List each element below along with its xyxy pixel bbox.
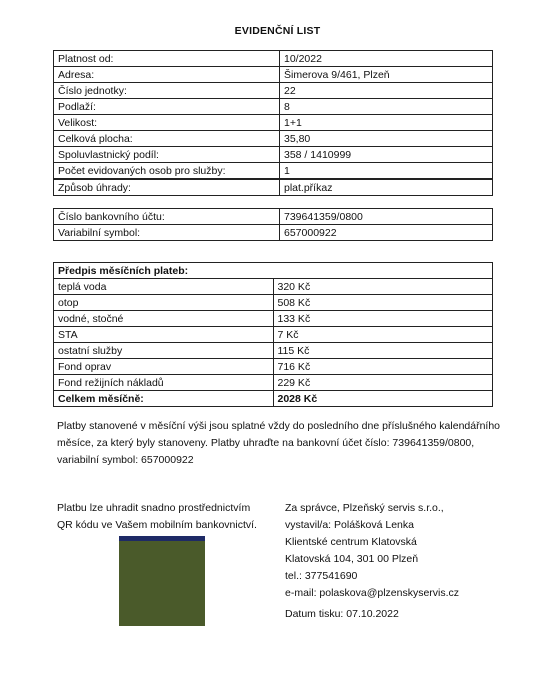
- total-label: Celkem měsíčně:: [54, 391, 274, 407]
- payment-method-table: [53, 179, 493, 196]
- row-label: Spoluvlastnický podíl:: [54, 147, 280, 163]
- total-row: [54, 391, 493, 407]
- table-row: [54, 163, 493, 179]
- table-row: [54, 83, 493, 99]
- monthly-payments-header: Předpis měsíčních plateb:: [54, 263, 493, 279]
- row-label: Velikost:: [54, 115, 280, 131]
- document-title: EVIDENČNÍ LIST: [234, 25, 321, 37]
- qr-text-line: Platbu lze uhradit snadno prostřednictvím: [57, 502, 251, 514]
- table-row: [54, 225, 493, 241]
- note-line: Platby stanovené v měsíční výši jsou splatné vždy do posledního dne příslušného kalendářního: [57, 420, 501, 432]
- table-row: [54, 327, 493, 343]
- row-label: Číslo bankovního účtu:: [54, 209, 280, 225]
- table-row: [54, 311, 493, 327]
- table-row: [54, 147, 493, 163]
- table-row: [54, 67, 493, 83]
- row-label: ostatní služby: [54, 343, 274, 359]
- row-value: 1+1: [280, 115, 493, 131]
- row-label: teplá voda: [54, 279, 274, 295]
- row-value: 35,80: [280, 131, 493, 147]
- row-label: Fond režijních nákladů: [54, 375, 274, 391]
- row-value: 8: [280, 99, 493, 115]
- row-value: 358 / 1410999: [280, 147, 493, 163]
- row-label: Adresa:: [54, 67, 280, 83]
- row-value: 133 Kč: [273, 311, 493, 327]
- table-row: [54, 180, 493, 196]
- contact-line: e-mail: polaskova@plzenskyservis.cz: [285, 587, 460, 599]
- table-row: [54, 375, 493, 391]
- row-value: 657000922: [280, 225, 493, 241]
- monthly-payments-table: [53, 262, 493, 407]
- qr-text-line: QR kódu ve Vašem mobilním bankovnictví.: [57, 519, 257, 531]
- row-label: otop: [54, 295, 274, 311]
- table-row: [54, 99, 493, 115]
- unit-info-table: [53, 50, 493, 179]
- payment-method-value: plat.příkaz: [280, 180, 493, 196]
- table-row: [54, 295, 493, 311]
- note-line: variabilní symbol: 657000922: [57, 454, 194, 466]
- payment-method-label: Způsob úhrady:: [54, 180, 280, 196]
- row-value: 508 Kč: [273, 295, 493, 311]
- table-row: [54, 51, 493, 67]
- row-value: 22: [280, 83, 493, 99]
- row-label: Podlaží:: [54, 99, 280, 115]
- row-label: Platnost od:: [54, 51, 280, 67]
- print-date: Datum tisku: 07.10.2022: [285, 608, 399, 620]
- contact-line: Klientské centrum Klatovská: [285, 536, 417, 548]
- table-row: [54, 359, 493, 375]
- contact-line: Klatovská 104, 301 00 Plzeň: [285, 553, 419, 565]
- total-value: 2028 Kč: [273, 391, 493, 407]
- row-label: Počet evidovaných osob pro služby:: [54, 163, 280, 179]
- row-value: 7 Kč: [273, 327, 493, 343]
- row-label: Variabilní symbol:: [54, 225, 280, 241]
- row-label: Celková plocha:: [54, 131, 280, 147]
- row-value: 115 Kč: [273, 343, 493, 359]
- contact-line: vystavil/a: Polášková Lenka: [285, 519, 414, 531]
- table-header-row: [54, 263, 493, 279]
- contact-line: Za správce, Plzeňský servis s.r.o.,: [285, 502, 444, 514]
- table-row: [54, 209, 493, 225]
- table-row: [54, 115, 493, 131]
- row-label: Číslo jednotky:: [54, 83, 280, 99]
- row-value: Šimerova 9/461, Plzeň: [280, 67, 493, 83]
- row-value: 1: [280, 163, 493, 179]
- contact-line: tel.: 377541690: [285, 570, 358, 582]
- issuer-contact: [285, 500, 459, 602]
- qr-code-image: [119, 536, 205, 626]
- qr-instructions: [57, 500, 257, 534]
- row-value: 10/2022: [280, 51, 493, 67]
- note-line: měsíce, za který byly stanoveny. Platby uhraďte na bankovní účet číslo: 739641359/0800,: [57, 437, 475, 449]
- table-row: [54, 343, 493, 359]
- row-label: Fond oprav: [54, 359, 274, 375]
- row-value: 320 Kč: [273, 279, 493, 295]
- row-value: 739641359/0800: [280, 209, 493, 225]
- table-row: [54, 131, 493, 147]
- table-row: [54, 279, 493, 295]
- bank-info-table: [53, 208, 493, 241]
- row-label: vodné, stočné: [54, 311, 274, 327]
- row-value: 716 Kč: [273, 359, 493, 375]
- row-value: 229 Kč: [273, 375, 493, 391]
- payment-note: [57, 418, 517, 469]
- row-label: STA: [54, 327, 274, 343]
